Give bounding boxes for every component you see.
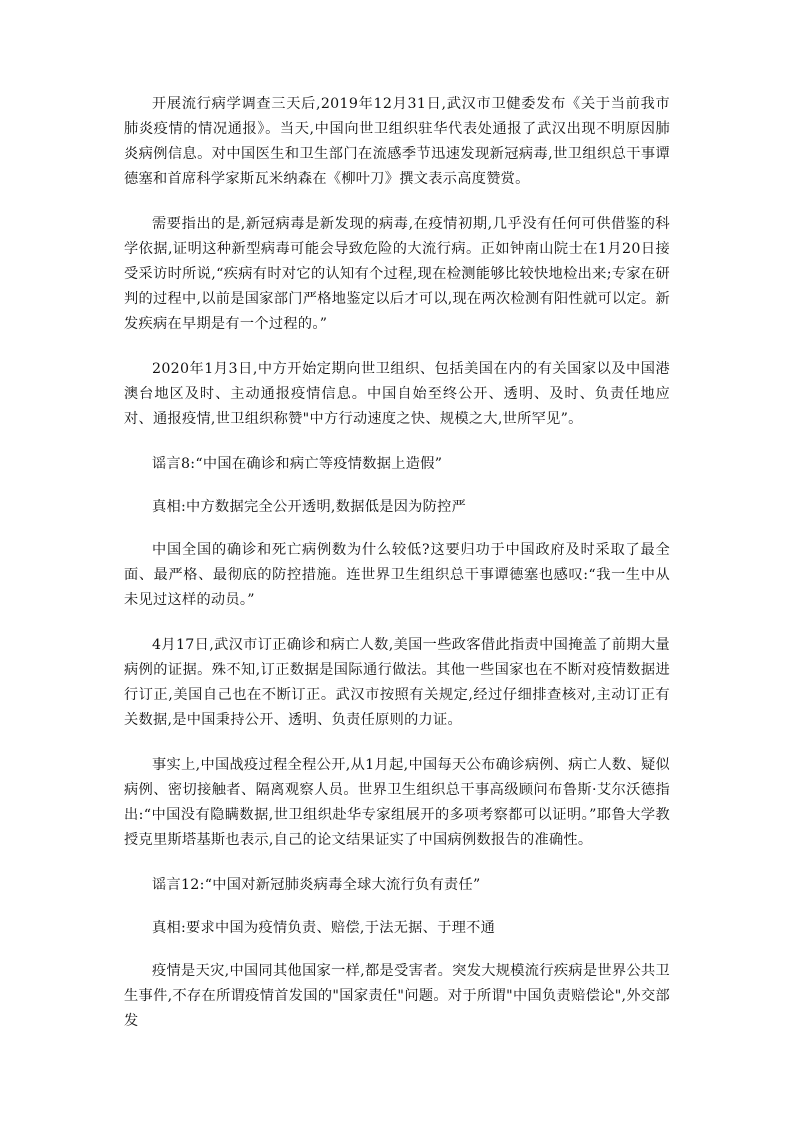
- paragraph-new-virus: 需要指出的是,新冠病毒是新发现的病毒,在疫情初期,几乎没有任何可供借鉴的科学依据,证明这种新型病毒可能会导致危险的大流行病。正如钟南山院士在1月20日接受采访时所说,“疾病有时对它的认知有个过程,现在检测能够比较快地检出来;专家在研判的过程中,以前是国家部门严格地鉴定以后才可以,现在两次检测有阳性就可以定。新发疾病在早期是有一个过程的。”: [124, 216, 670, 332]
- truth-8-heading: 真相:中方数据完全公开透明,数据低是因为防控严: [152, 499, 467, 515]
- paragraph-timely-notification: 2020年1月3日,中方开始定期向世卫组织、包括美国在内的有关国家以及中国港澳台地区及时、主动通报疫情信息。中国自始至终公开、透明、及时、负责任地应对、通报疫情,世卫组织称赞"中方行动速度之快、规模之大,世所罕见”。: [124, 361, 670, 427]
- paragraph-full-transparency: 事实上,中国战疫过程全程公开,从1月起,中国每天公布确诊病例、病亡人数、疑似病例、密切接触者、隔离观察人员。世界卫生组织总干事高级顾问布鲁斯·艾尔沃德指出:“中国没有隐瞒数据,世卫组织赴华专家组展开的多项考察都可以证明。”耶鲁大学教授克里斯塔基斯也表示,自己的论文结果证实了中国病例数报告的准确性。: [124, 757, 670, 848]
- paragraph-low-case-numbers: 中国全国的确诊和死亡病例数为什么较低?这要归功于中国政府及时采取了最全面、最严格、最彻底的防控措施。连世界卫生组织总干事谭德塞也感叹:“我一生中从未见过这样的动员。”: [124, 542, 670, 608]
- rumor-8-heading: 谣言8:“中国在确诊和病亡等疫情数据上造假”: [152, 456, 443, 472]
- document-page: [124, 92, 670, 1054]
- truth-12-heading: 真相:要求中国为疫情负责、赔偿,于法无据、于理不通: [152, 920, 496, 936]
- paragraph-data-revision: 4月17日,武汉市订正确诊和病亡人数,美国一些政客借此指责中国掩盖了前期大量病例的证据。殊不知,订正数据是国际通行做法。其他一些国家也在不断对疫情数据进行订正,美国自己也在不断订正。武汉市按照有关规定,经过仔细排查核对,主动订正有关数据,是中国秉持公开、透明、负责任原则的力证。: [124, 637, 670, 728]
- rumor-12-heading: 谣言12:“中国对新冠肺炎病毒全球大流行负有责任”: [152, 877, 481, 893]
- paragraph-natural-disaster: 疫情是天灾,中国同其他国家一样,都是受害者。突发大规模流行疾病是世界公共卫生事件,不存在所谓疫情首发国的"国家责任"问题。对于所谓"中国负责赔偿论",外交部发: [124, 963, 670, 1029]
- paragraph-outbreak-report: 开展流行病学调查三天后,2019年12月31日,武汉市卫健委发布《关于当前我市肺炎疫情的情况通报》。当天,中国向世卫组织驻华代表处通报了武汉出现不明原因肺炎病例信息。对中国医生和卫生部门在流感季节迅速发现新冠病毒,世卫组织总干事谭德塞和首席科学家斯瓦米纳森在《柳叶刀》撰文表示高度赞赏。: [124, 96, 670, 187]
